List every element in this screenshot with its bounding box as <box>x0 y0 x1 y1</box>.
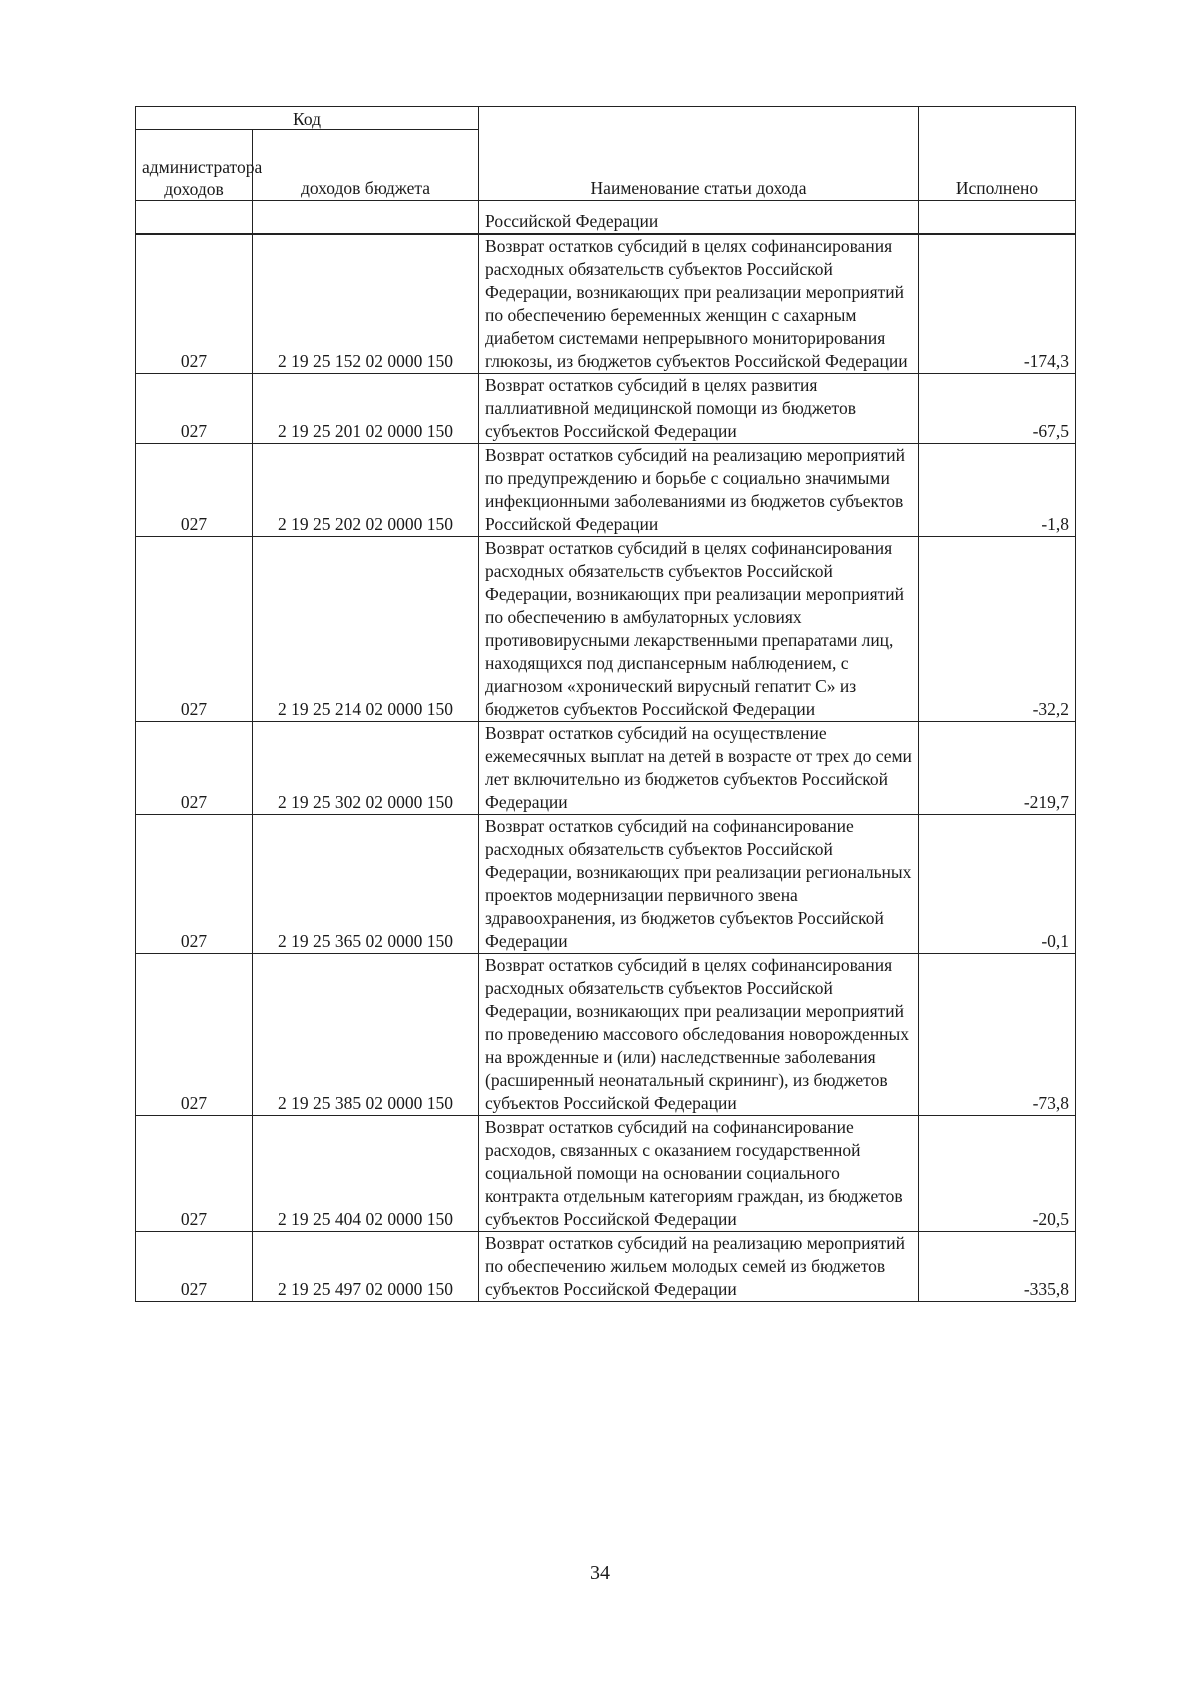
revenue-table <box>135 106 1076 1302</box>
income-code-cell: 2 19 25 201 02 0000 150 <box>253 374 479 444</box>
continuation-amount-cell <box>919 201 1076 234</box>
executed-amount-cell: -219,7 <box>919 722 1076 815</box>
table-row <box>136 374 1076 444</box>
income-code-cell: 2 19 25 302 02 0000 150 <box>253 722 479 815</box>
income-code-cell: 2 19 25 202 02 0000 150 <box>253 444 479 537</box>
admin-code-cell: 027 <box>136 1232 253 1302</box>
admin-code-cell: 027 <box>136 954 253 1116</box>
admin-code-cell: 027 <box>136 815 253 954</box>
income-code-cell: 2 19 25 152 02 0000 150 <box>253 235 479 374</box>
income-name-cell: Возврат остатков субсидий на реализацию мероприятий по обеспечению жильем молодых семей из бюджетов субъектов Российской Федерации <box>479 1232 919 1302</box>
income-name-cell: Возврат остатков субсидий в целях софинансирования расходных обязательств субъектов Российской Федерации, возникающих при реализации мероприятий по обеспечению в амбулаторных условиях противовирусными лекарственными препаратами лиц, находящихся под диспансерным наблюдением, с диагнозом «хронический вирусный гепатит С» из бюджетов субъектов Российской Федерации <box>479 537 919 722</box>
income-code-cell: 2 19 25 214 02 0000 150 <box>253 537 479 722</box>
admin-code-cell: 027 <box>136 374 253 444</box>
header-income-name: Наименование статьи дохода <box>479 107 919 201</box>
executed-amount-cell: -73,8 <box>919 954 1076 1116</box>
executed-amount-cell: -174,3 <box>919 235 1076 374</box>
executed-amount-cell: -1,8 <box>919 444 1076 537</box>
executed-amount-cell: -67,5 <box>919 374 1076 444</box>
table-row <box>136 722 1076 815</box>
table-row <box>136 815 1076 954</box>
executed-amount-cell: -32,2 <box>919 537 1076 722</box>
continuation-code-cell <box>253 201 479 234</box>
header-row-top <box>136 107 1076 130</box>
admin-code-cell: 027 <box>136 235 253 374</box>
income-code-cell: 2 19 25 385 02 0000 150 <box>253 954 479 1116</box>
header-budget-income-code: доходов бюджета <box>253 130 479 201</box>
table-row <box>136 1116 1076 1232</box>
admin-code-cell: 027 <box>136 444 253 537</box>
header-administrator: администратора доходов <box>136 130 253 201</box>
income-code-cell: 2 19 25 497 02 0000 150 <box>253 1232 479 1302</box>
income-name-cell: Возврат остатков субсидий в целях софинансирования расходных обязательств субъектов Российской Федерации, возникающих при реализации мероприятий по обеспечению беременных женщин с сахарным диабетом системами непрерывного мониторирования глюкозы, из бюджетов субъектов Российской Федерации <box>479 235 919 374</box>
header-kod: Код <box>136 107 479 130</box>
table-row <box>136 1232 1076 1302</box>
header-executed: Исполнено <box>919 107 1076 201</box>
executed-amount-cell: -335,8 <box>919 1232 1076 1302</box>
income-name-cell: Возврат остатков субсидий в целях развития паллиативной медицинской помощи из бюджетов субъектов Российской Федерации <box>479 374 919 444</box>
income-code-cell: 2 19 25 404 02 0000 150 <box>253 1116 479 1232</box>
continuation-admin-cell <box>136 201 253 234</box>
admin-code-cell: 027 <box>136 537 253 722</box>
table-body <box>136 107 1076 1302</box>
income-name-cell: Возврат остатков субсидий в целях софинансирования расходных обязательств субъектов Российской Федерации, возникающих при реализации мероприятий по проведению массового обследования новорожденных на врожденные и (или) наследственные заболевания (расширенный неонатальный скрининг), из бюджетов субъектов Российской Федерации <box>479 954 919 1116</box>
executed-amount-cell: -20,5 <box>919 1116 1076 1232</box>
continuation-name-cell: Российской Федерации <box>479 201 919 234</box>
income-name-cell: Возврат остатков субсидий на софинансирование расходных обязательств субъектов Российской Федерации, возникающих при реализации региональных проектов модернизации первичного звена здравоохранения, из бюджетов субъектов Российской Федерации <box>479 815 919 954</box>
executed-amount-cell: -0,1 <box>919 815 1076 954</box>
admin-code-cell: 027 <box>136 1116 253 1232</box>
table-row <box>136 537 1076 722</box>
continuation-row <box>136 201 1076 234</box>
income-name-cell: Возврат остатков субсидий на софинансирование расходов, связанных с оказанием государственной социальной помощи на основании социального контракта отдельным категориям граждан, из бюджетов субъектов Российской Федерации <box>479 1116 919 1232</box>
income-name-cell: Возврат остатков субсидий на реализацию мероприятий по предупреждению и борьбе с социально значимыми инфекционными заболеваниями из бюджетов субъектов Российской Федерации <box>479 444 919 537</box>
admin-code-cell: 027 <box>136 722 253 815</box>
table-row <box>136 954 1076 1116</box>
table-row <box>136 444 1076 537</box>
table-row <box>136 235 1076 374</box>
page-number: 34 <box>590 1562 610 1584</box>
income-name-cell: Возврат остатков субсидий на осуществление ежемесячных выплат на детей в возрасте от трех до семи лет включительно из бюджетов субъектов Российской Федерации <box>479 722 919 815</box>
income-code-cell: 2 19 25 365 02 0000 150 <box>253 815 479 954</box>
